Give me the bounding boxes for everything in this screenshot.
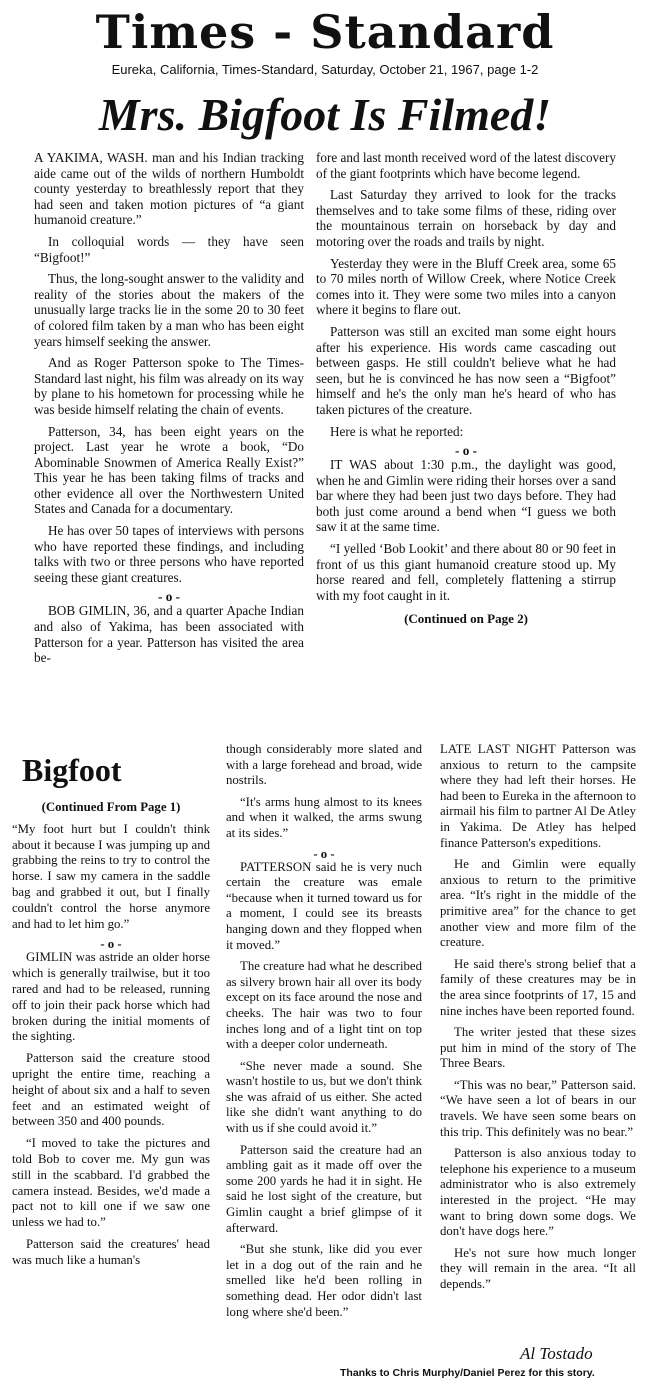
paragraph: “I yelled ‘Bob Lookit’ and there about 80 or 90 feet in front of us this giant humanoid creature stood up. My horse reared and fell, completely flattening a stirrup with my foot caught in it. bbox=[316, 541, 616, 603]
paragraph: GIMLIN was astride an older horse which is generally trailwise, but it too rared and had to be released, running off to join their pack horse which had broken during the initial moments of the sighting. bbox=[12, 950, 210, 1044]
paragraph: Patterson said the creatures' head was much like a human's bbox=[12, 1236, 210, 1267]
paragraph: “My foot hurt but I couldn't think about it because I was jumping up and grabbing the reins to try to control the horse. I saw my camera in the saddle bag and grabbed it out, but I finally couldn't control the horse anymore and had to let him go.” bbox=[12, 821, 210, 931]
dateline: Eureka, California, Times-Standard, Saturday, October 21, 1967, page 1-2 bbox=[111, 62, 539, 77]
paragraph: Yesterday they were in the Bluff Creek area, some 65 to 70 miles north of Willow Creek, where Notice Creek comes into it. They were some two miles into a canyon where it begins to flare out. bbox=[316, 255, 616, 318]
paragraph: The creature had what he described as silvery brown hair all over its body except on its face around the nose and cheeks. The hair was two to four inches long and of a light tint on top with a deeper color underneath. bbox=[226, 959, 422, 1052]
paragraph: He said there's strong belief that a family of these creatures may be in the area since footprints of 17, 15 and nine inches have been reported found. bbox=[440, 956, 636, 1018]
photo-credit: Al Tostado bbox=[520, 1344, 593, 1363]
continuation-column-2 bbox=[226, 742, 422, 1326]
paragraph: PATTERSON said he is very nuch certain the creature was emale “because when it turned toward us for a moment, I could see its breasts hanging down and they flopped when it moved.” bbox=[226, 859, 422, 952]
paragraph: Patterson, 34, has been eight years on the project. Last year he wrote a book, “Do Abominable Snowmen of America Really Exist?” This year he has been taking films of tracks and other evidence all over the Northwestern United States and Canada for a documentary. bbox=[34, 423, 304, 517]
continued-on-label: (Continued on Page 2) bbox=[404, 611, 528, 627]
paragraph: though considerably more slated and with a large forehead and broad, wide nostrils. bbox=[226, 742, 422, 788]
masthead: Times - Standard bbox=[95, 5, 555, 59]
paragraph: Here is what he reported: bbox=[330, 423, 464, 439]
paragraph: IT WAS about 1:30 p.m., the daylight was good, when he and Gimlin were riding their horses over a sand bar where they had been just two days before. They had both just come around a bend when “I guess we both saw it at the same time. bbox=[316, 457, 616, 535]
paragraph: “It's arms hung almost to its knees and when it walked, the arms swung at its sides.” bbox=[226, 794, 422, 840]
article-column-1 bbox=[34, 150, 304, 672]
continued-from-label: (Continued From Page 1) bbox=[41, 800, 181, 814]
paragraph: Patterson is also anxious today to telephone his experience to a museum administrator who is also extremely interested in the project. “He may want to bring down some dogs. We don't have dogs here.” bbox=[440, 1146, 636, 1239]
paragraph: “She never made a sound. She wasn't hostile to us, but we don't think she was afraid of us either. She acted like she didn't want anything to do with us if she could avoid it.” bbox=[226, 1058, 422, 1136]
paragraph: A YAKIMA, WASH. man and his Indian tracking aide came out of the wilds of northern Humboldt county yesterday to breathlessly report that they had seen and taken motion pictures of “a giant humanoid creature.” bbox=[34, 150, 304, 228]
paragraph: “I moved to take the pictures and told Bob to cover me. My gun was still in the scabbard. I'd grabbed the camera instead. Besides, we'd made a pact not to kill one if we saw one unless we had to.” bbox=[12, 1136, 210, 1230]
second-headline: Bigfoot bbox=[22, 752, 122, 788]
paragraph: fore and last month received word of the latest discovery of the giant footprints which have become legend. bbox=[316, 150, 616, 181]
separator: - o - bbox=[313, 846, 335, 861]
paragraph: Patterson was still an excited man some eight hours after his experience. His words came cascading out between gasps. He still couldn't believe what he had seen, but he is convinced he has now seen a “Bigfoot” himself and he's the only man he's heard of who has taken pictures of the creature. bbox=[316, 323, 616, 417]
paragraph: He's not sure how much longer they will remain in the area. “It all depends.” bbox=[440, 1245, 636, 1291]
continuation-column-3 bbox=[440, 742, 636, 1299]
paragraph: He has over 50 tapes of interviews with persons who have reported these findings, and including talks with two or three persons who have reported seeing these giant creatures. bbox=[34, 523, 304, 585]
paragraph: The writer jested that these sizes put him in mind of the story of The Three Bears. bbox=[440, 1025, 636, 1071]
paragraph: He and Gimlin were equally anxious to return to the primitive area. “It's right in the middle of the primitive area” for the chance to get another view and more film of the creature. bbox=[440, 857, 636, 950]
article-column-2 bbox=[316, 150, 616, 627]
separator: - o - bbox=[100, 937, 122, 952]
continuation-column-1 bbox=[12, 800, 210, 1275]
paragraph: And as Roger Patterson spoke to The Times-Standard last night, his film was already on its way by plane to his hometown for processing while he was beside himself relating the chain of events. bbox=[34, 355, 304, 417]
paragraph: Thus, the long-sought answer to the validity and reality of the stories about the makers of the unusually large tracks lie in the some 20 to 30 feet of colored film taken by a man who has been eight years himself seeking the answer. bbox=[34, 271, 304, 349]
paragraph: Patterson said the creature stood upright the entire time, reaching a height of about six and a half to seven feet and an estimated weight of between 350 and 400 pounds. bbox=[12, 1051, 210, 1129]
thanks-note: Thanks to Chris Murphy/Daniel Perez for this story. bbox=[340, 1367, 595, 1379]
paragraph: “This was no bear,” Patterson said. “We have seen a lot of bears in our travels. We have seen some bears on this trip. This definitely was no bear.” bbox=[440, 1077, 636, 1139]
paragraph: “But she stunk, like did you ever let in a dog out of the rain and he smelled like he'd been rolling in something dead. Her odor didn't last long where she'd been.” bbox=[226, 1242, 422, 1319]
paragraph: LATE LAST NIGHT Patterson was anxious to return to the campsite where they had left their horses. He had been to Eureka in the afternoon to airmail his film to partner Al De Atley in Yakima. De Atley has helped finance Patterson's expeditions. bbox=[440, 742, 636, 850]
separator: - o - bbox=[455, 443, 477, 459]
paragraph: Last Saturday they arrived to look for the tracks themselves and to take some films of these, riding over the mountainous terrain on horseback by day and motoring over the roads and trails by night. bbox=[316, 187, 616, 249]
separator: - o - bbox=[158, 589, 180, 605]
paragraph: BOB GIMLIN, 36, and a quarter Apache Indian and also of Yakima, has been associated with Patterson for a year. Patterson has visited the area be- bbox=[34, 603, 304, 666]
paragraph: In colloquial words — they have seen “Bigfoot!” bbox=[34, 233, 304, 265]
paragraph: Patterson said the creature had an ambling gait as it made off over the some 200 yards he had it in sight. He said he lost sight of the creature, but Gimlin caught a brief glimpse of it afterward. bbox=[226, 1142, 422, 1235]
headline: Mrs. Bigfoot Is Filmed! bbox=[98, 89, 552, 140]
